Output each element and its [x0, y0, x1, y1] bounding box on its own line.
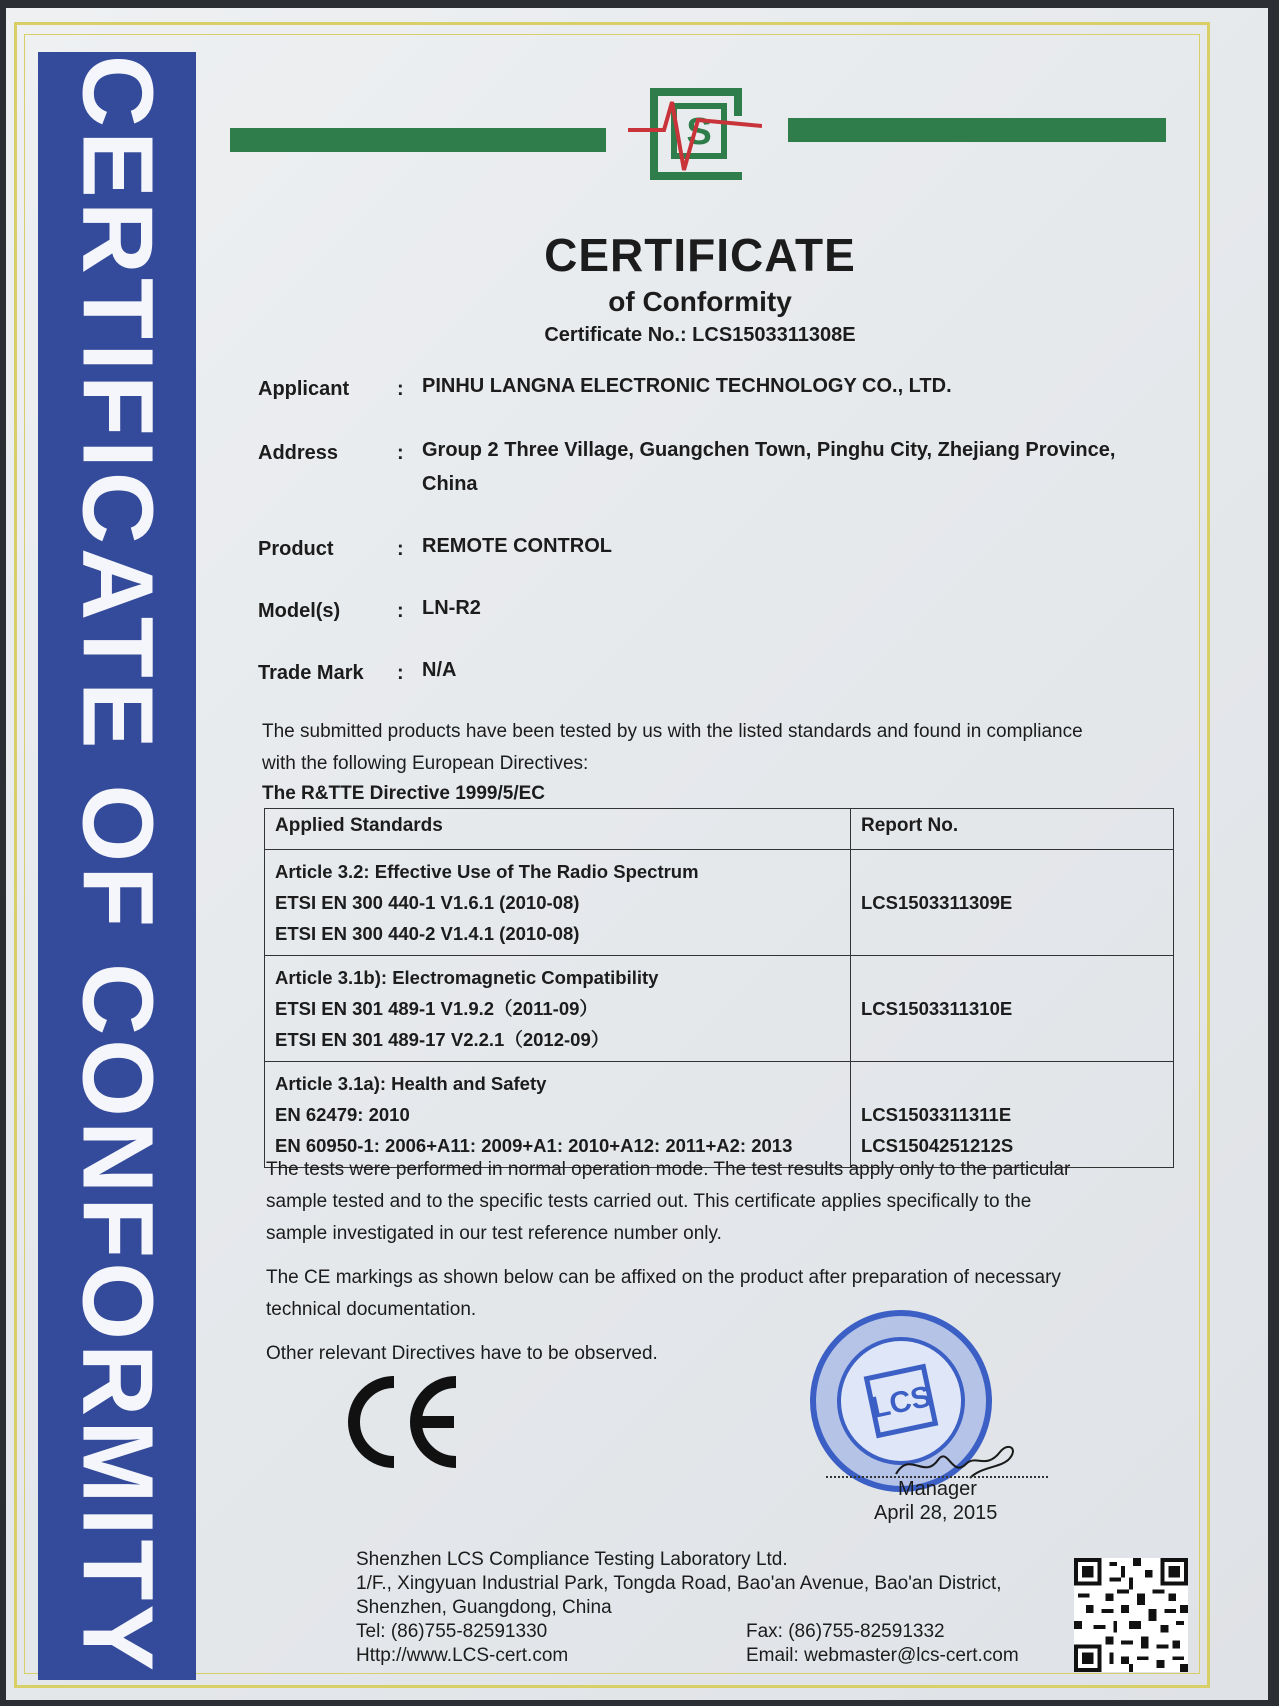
sidebar-title: CERTIFICATE OF CONFORMITY: [61, 54, 174, 1676]
lab-tel: Tel: (86)755-82591330: [356, 1621, 548, 1642]
models-value: LN-R2: [422, 597, 481, 619]
signature-title: Manager: [898, 1478, 977, 1500]
notes-line: The CE markings as shown below can be affixed on the product after preparation of necessary: [266, 1267, 1061, 1288]
lab-email[interactable]: Email: webmaster@lcs-cert.com: [746, 1645, 1019, 1666]
address-line-2: China: [422, 473, 478, 495]
svg-text:S: S: [686, 111, 712, 153]
ce-notes-paragraph: [266, 1262, 1166, 1326]
product-value: REMOTE CONTROL: [422, 535, 612, 557]
report-cell: [851, 956, 1174, 1062]
notes-line: sample investigated in our test reference number only.: [266, 1223, 722, 1244]
standard-item: EN 60950-1: 2006+A11: 2009+A1: 2010+A12: 2011+A2: 2013: [275, 1135, 793, 1156]
product-colon: :: [397, 538, 404, 560]
lab-address-1: 1/F., Xingyuan Industrial Park, Tongda Road, Bao'an Avenue, Bao'an District,: [356, 1573, 1002, 1594]
header-applied-standards: Applied Standards: [265, 809, 851, 850]
test-notes-paragraph: [266, 1154, 1166, 1250]
other-directives-note: Other relevant Directives have to be observed.: [266, 1343, 658, 1364]
report-number: LCS1504251212S: [861, 1135, 1014, 1156]
intro-line-2: with the following European Directives:: [262, 753, 589, 774]
standards-cell: [265, 1062, 851, 1168]
header-bar-right: [788, 118, 1166, 142]
standard-item: ETSI EN 301 489-17 V2.2.1（2012-09）: [275, 1029, 610, 1050]
product-label: Product: [258, 538, 334, 560]
table-row: [265, 956, 1174, 1062]
header-bar-left: [230, 128, 606, 152]
applicant-colon: :: [397, 378, 404, 400]
report-number: LCS1503311310E: [861, 998, 1013, 1019]
report-cell: [851, 850, 1174, 956]
article-title: Article 3.1a): Health and Safety: [275, 1073, 547, 1094]
standard-item: ETSI EN 300 440-1 V1.6.1 (2010-08): [275, 892, 580, 913]
models-label: Model(s): [258, 600, 341, 622]
directive-title: The R&TTE Directive 1999/5/EC: [262, 783, 545, 804]
lab-address-2: Shenzhen, Guangdong, China: [356, 1597, 612, 1618]
qr-code-icon[interactable]: [1074, 1558, 1188, 1672]
standard-item: ETSI EN 301 489-1 V1.9.2（2011-09）: [275, 998, 598, 1019]
standard-item: ETSI EN 300 440-2 V1.4.1 (2010-08): [275, 923, 580, 944]
report-cell: [851, 1062, 1174, 1168]
lab-name: Shenzhen LCS Compliance Testing Laboratory Ltd.: [356, 1549, 788, 1570]
ce-mark-icon: [344, 1372, 466, 1472]
standard-item: EN 62479: 2010: [275, 1104, 410, 1125]
certificate-title: CERTIFICATE: [544, 229, 856, 281]
models-colon: :: [397, 600, 404, 622]
certificate-subtitle: of Conformity: [608, 286, 792, 317]
intro-line-1: The submitted products have been tested by us with the listed standards and found in compliance: [262, 721, 1083, 742]
applicant-label: Applicant: [258, 378, 350, 400]
standards-cell: [265, 850, 851, 956]
table-row: [265, 1062, 1174, 1168]
lcs-logo: [628, 84, 762, 192]
report-number: LCS1503311309E: [861, 892, 1013, 913]
lab-web[interactable]: Http://www.LCS-cert.com: [356, 1645, 569, 1666]
article-title: Article 3.2: Effective Use of The Radio Spectrum: [275, 861, 699, 882]
address-line-1: Group 2 Three Village, Guangchen Town, Pinghu City, Zhejiang Province,: [422, 439, 1116, 461]
signature-date: April 28, 2015: [874, 1502, 998, 1524]
notes-line: The tests were performed in normal operation mode. The test results apply only to the particular: [266, 1159, 1071, 1180]
trade-mark-value: N/A: [422, 659, 457, 681]
article-title: Article 3.1b): Electromagnetic Compatibility: [275, 967, 659, 988]
header-report-no: Report No.: [851, 809, 1174, 850]
notes-line: technical documentation.: [266, 1299, 477, 1320]
certificate-number: Certificate No.: LCS1503311308E: [544, 324, 856, 346]
standards-cell: [265, 956, 851, 1062]
report-number: LCS1503311311E: [861, 1104, 1012, 1125]
applicant-value: PINHU LANGNA ELECTRONIC TECHNOLOGY CO., LTD.: [422, 375, 952, 397]
address-colon: :: [397, 442, 404, 464]
notes-line: sample tested and to the specific tests carried out. This certificate applies specifically to the: [266, 1191, 1032, 1212]
trade-mark-colon: :: [397, 662, 404, 684]
trade-mark-label: Trade Mark: [258, 662, 364, 684]
table-row: [265, 850, 1174, 956]
svg-text:LCS: LCS: [868, 1380, 935, 1425]
standards-table: [264, 808, 1174, 1168]
intro-paragraph: [262, 716, 1162, 780]
address-label: Address: [258, 442, 339, 464]
lab-fax: Fax: (86)755-82591332: [746, 1621, 945, 1642]
table-header-row: [265, 809, 1174, 850]
